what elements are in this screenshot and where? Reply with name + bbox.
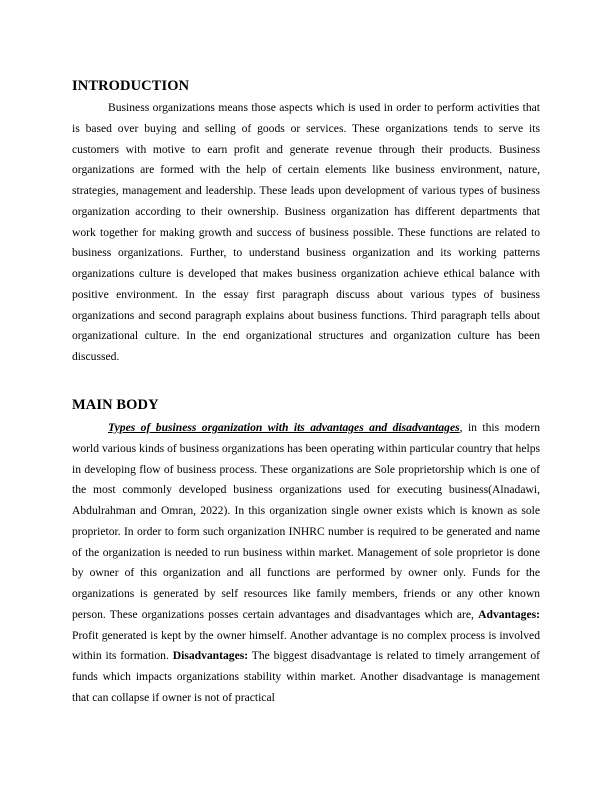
main-body-text-2: Profit generated is kept by the owner himself. Another advantage is no complex process is involved within its formation. [72,628,540,663]
main-body-heading: MAIN BODY [72,397,159,413]
introduction-paragraph: Business organizations means those aspects which is used in order to perform activities that is based over buying and selling of goods or services. These organizations tends to serve its customers with motive to earn profit and generate revenue through their products. Business organizations are formed with the help of certain elements like business environment, nature, strategies, management and leadership. These leads upon development of various types of business organization according to their ownership. Business organization has different departments that work together for making growth and success of business possible. These functions are related to business organizations. Further, to understand business organization and its working patterns organizations culture is developed that makes business organization achieve ethical balance with positive environment. In the essay first paragraph discuss about various types of business organizations and second paragraph explains about business functions. Third paragraph tells about organizational culture. In the end organizational structures and organization culture has been discussed. [72,101,540,363]
disadvantages-label: Disadvantages: [172,649,249,663]
introduction-heading: INTRODUCTION [72,78,190,94]
main-body-text-1: , in this modern world various kinds of business organizations has been operating within particular country that helps in developing flow of business process. These organizations are Sole proprietorship which is one of the most commonly developed business organizations used for executing business(Alnadawi, Abdulrahman and Omran, 2022). In this organization single owner exists which is known as sole proprietor. In order to form such organization INHRC number is required to be generated and name of the organization is needed to run business within market. Management of sole proprietor is done by owner of this organization and all functions are performed by owner only. Funds for the organizations is generated by self resources like family members, friends or any other known person. These organizations posses certain advantages and disadvantages which are, [72,421,540,621]
business-types-subheading: Types of business organization with its advantages and disadvantages [108,421,460,434]
advantages-label: Advantages: [478,607,540,621]
main-body-paragraph [72,418,540,709]
main-body-text-3: The biggest disadvantage is related to timely arrangement of funds which impacts organizations stability within market. Another disadvantage is management that can collapse if owner is not of practical [72,649,541,704]
